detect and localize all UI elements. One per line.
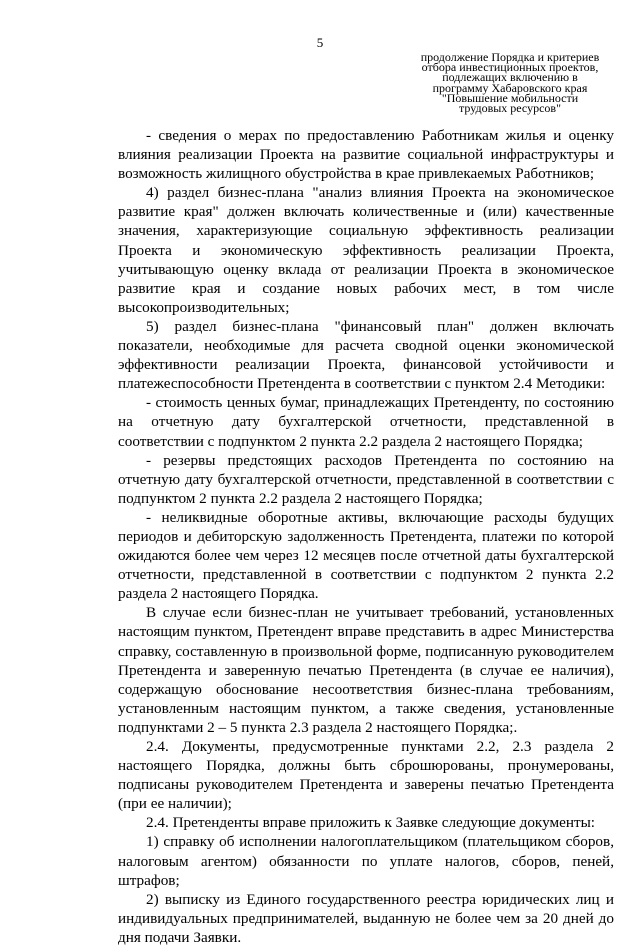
header-note-line: подлежащих включению в bbox=[442, 70, 578, 85]
paragraph-securities-value: - стоимость ценных бумаг, принадлежащих Претенденту, по состоянию на отчетную дату бухгалтерской отчетности, представленной в соответствии с подпунктом 2 пункта 2.2 раздела 2 настоящего Порядка; bbox=[118, 394, 614, 450]
paragraph-illiquid-assets: - неликвидные оборотные активы, включающие расходы будущих периодов и дебиторскую задолженность Претендента, платежи по которой ожидаются более чем через 12 месяцев после отчетной даты бухгалтерской отчетности, представленной в соответствии с подпунктом 2 пункта 2.2 раздела 2 настоящего Порядка. bbox=[118, 508, 614, 603]
paragraph-economic-impact-section: 4) раздел бизнес-плана "анализ влияния Проекта на экономическое развитие края" должен включать количественные и (или) качественные значения, характеризующие социальную эффективность реализации Проекта и экономическую эффективность реализации Проекта, учитывающую оценку вклада от реализации Проекта в экономическое развитие края и создание новых рабочих мест, в том числе высокопроизводительных; bbox=[118, 184, 614, 316]
paragraph-alternative-certificate: В случае если бизнес-план не учитывает требований, установленных настоящим пунктом, Претендент вправе представить в адрес Министерства справку, составленную в произвольной форме, подписанную руководителем Претендента и заверенную печатью Претендента (в случае ее наличия), содержащую обоснование несоответствия бизнес-плана требованиям, установленным настоящим пунктом, а также сведения, установленные подпунктами 2 – 5 пункта 2.3 раздела 2 настоящего Порядка;. bbox=[118, 604, 614, 736]
paragraph-registry-extract: 2) выписку из Единого государственного реестра юридических лиц и индивидуальных предпринимателей, выданную не более чем за 20 дней до дня подачи Заявки. bbox=[118, 890, 614, 946]
paragraph-housing-measures: - сведения о мерах по предоставлению Работникам жилья и оценку влияния реализации Проекта на развитие социальной инфраструктуры и возможность жилищного обустройства в крае привлекаемых Работников; bbox=[118, 127, 614, 183]
paragraph-financial-plan-section: 5) раздел бизнес-плана "финансовый план" должен включать показатели, необходимые для расчета сводной оценки экономической эффективности реализации Проекта, финансовой устойчивости и платежеспособности Претендента в соответствии с пунктом 2.4 Методики: bbox=[118, 317, 614, 393]
header-note-line: "Повышение мобильности bbox=[441, 90, 579, 105]
paragraph-tax-certificate: 1) справку об исполнении налогоплательщиком (плательщиком сборов, налоговым агентом) обязанности по уплате налогов, сборов, пеней, штрафов; bbox=[118, 833, 614, 889]
paragraph-expense-reserves: - резервы предстоящих расходов Претендента по состоянию на отчетную дату бухгалтерской отчетности, представленной в соответствии с подпунктом 2 пункта 2.2 раздела 2 настоящего Порядка; bbox=[118, 451, 614, 507]
header-note bbox=[402, 50, 618, 116]
paragraph-optional-documents: 2.4. Претенденты вправе приложить к Заявке следующие документы: bbox=[146, 814, 596, 832]
document-body bbox=[118, 126, 614, 947]
header-note-line: трудовых ресурсов" bbox=[459, 101, 561, 116]
paragraph-documents-binding: 2.4. Документы, предусмотренные пунктами 2.2, 2.3 раздела 2 настоящего Порядка, должны быть сброшюрованы, пронумерованы, подписаны руководителем Претендента и заверены печатью Претендента (при ее наличии); bbox=[118, 738, 614, 813]
page-number: 5 bbox=[316, 35, 324, 50]
header-note-line: программу Хабаровского края bbox=[432, 80, 588, 95]
header-note-line: продолжение Порядка и критериев bbox=[420, 50, 600, 64]
header-note-line: отбора инвестиционных проектов, bbox=[421, 60, 599, 75]
